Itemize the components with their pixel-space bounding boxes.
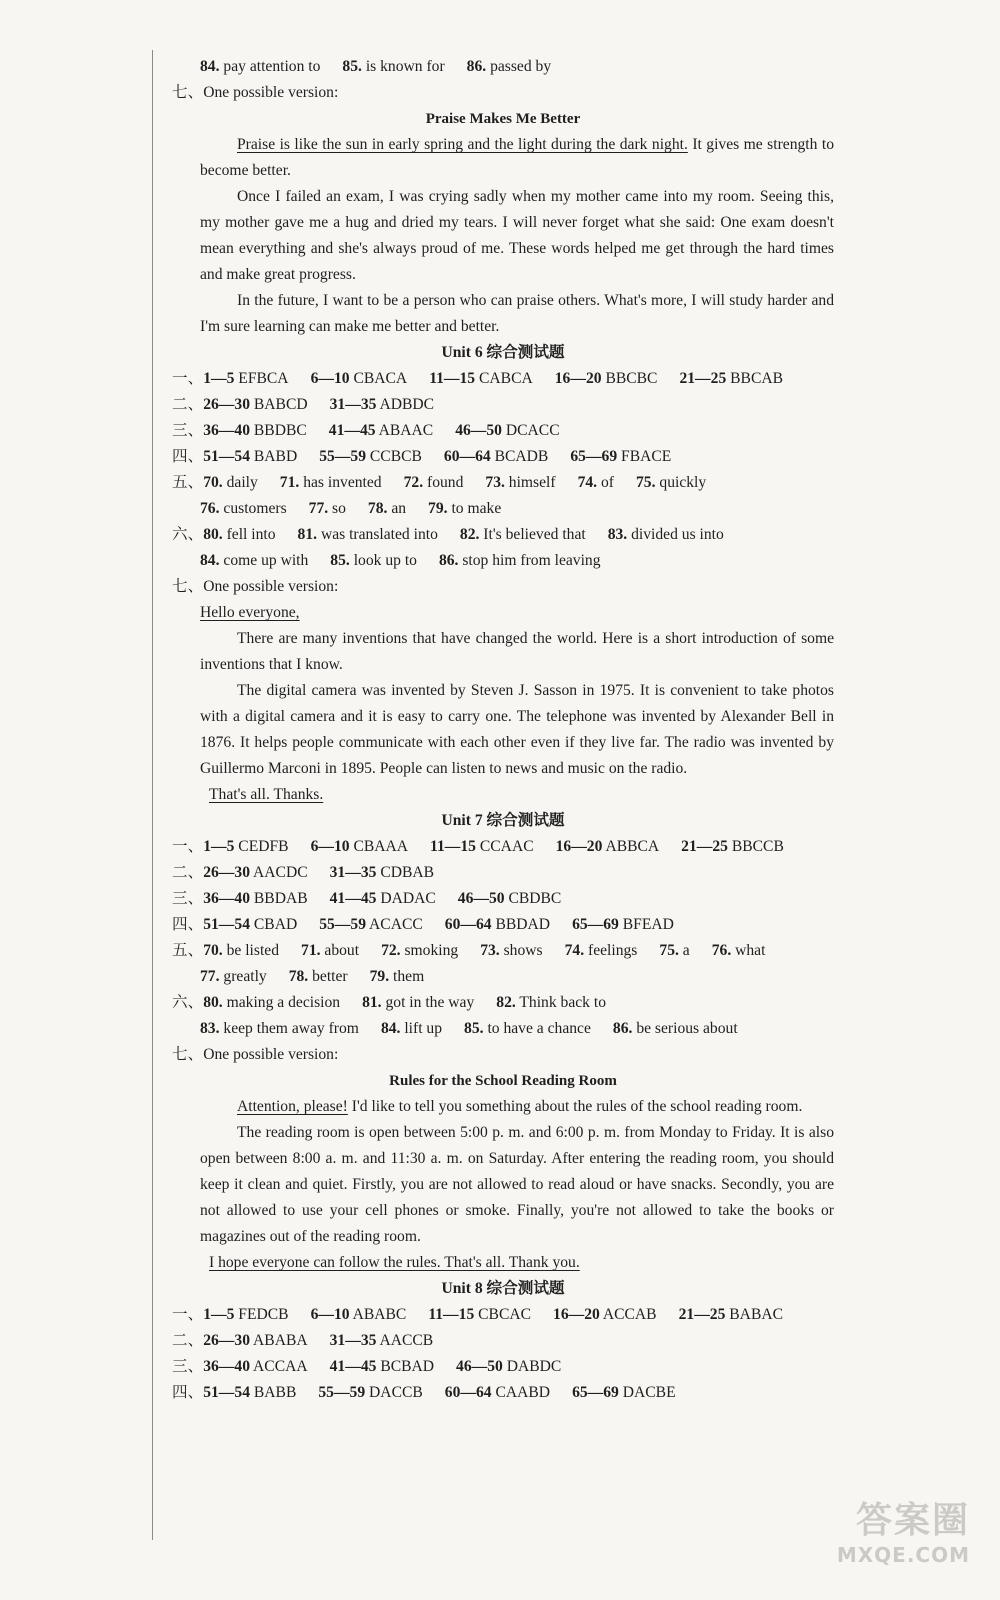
answer-text: CBAAA (353, 838, 409, 855)
answer-group (381, 1016, 442, 1042)
answer-number: 11—15 (428, 1306, 475, 1323)
essay-paragraph: The digital camera was invented by Steven J. Sasson in 1975. It is convenient to take photos with a digital camera and it is easy to carry one. The telephone was invented by Alexander Bell in 1876. It helps people communicate with each other even if they live far. The radio was invented by Guillermo Marconi in 1895. People can listen to news and music on the radio. (200, 682, 834, 777)
answer-group (458, 886, 562, 912)
answer-text: ABAAC (378, 422, 434, 439)
section-prefix: 二、 (172, 864, 204, 881)
answer-number: 16—20 (553, 1306, 600, 1323)
answer-group (578, 470, 614, 496)
answer-text: CCBCB (369, 448, 422, 465)
answer-number: 36—40 (203, 890, 250, 907)
answer-text: an (391, 500, 407, 517)
answer-group (330, 1328, 434, 1354)
answer-text: CBDBC (508, 890, 562, 907)
answer-group (485, 470, 555, 496)
answer-number: 84. (200, 58, 220, 75)
answer-text: be serious about (636, 1020, 738, 1037)
answer-group (298, 522, 438, 548)
answer-text: quickly (659, 474, 707, 491)
answer-text: DABDC (506, 1358, 562, 1375)
answer-group (679, 366, 783, 392)
answer-number: 81. (297, 526, 318, 543)
answer-row (172, 392, 834, 418)
answer-group (319, 444, 422, 470)
section-prefix: 四、 (172, 448, 204, 465)
question-7-label: 七、One possible version: (172, 578, 339, 595)
answer-group (203, 470, 258, 496)
answer-text: so (332, 500, 346, 517)
answer-group (613, 1016, 738, 1042)
answer-text: CCAAC (479, 838, 534, 855)
answer-group (311, 1302, 407, 1328)
answer-row (172, 964, 834, 990)
answer-text: divided us into (631, 526, 724, 543)
answer-group (467, 54, 551, 80)
section-prefix: 三、 (172, 1358, 204, 1375)
answer-number: 84. (200, 552, 220, 569)
answer-number: 72. (403, 474, 424, 491)
answer-number: 6—10 (310, 370, 350, 387)
answer-group (330, 548, 417, 574)
answer-row (172, 496, 834, 522)
answer-row (172, 990, 834, 1016)
answer-page (172, 54, 834, 1406)
answer-number: 36—40 (203, 1358, 250, 1375)
question-7-label: 七、One possible version: (172, 84, 339, 101)
answer-text: BABD (253, 448, 298, 465)
section-prefix: 六、 (172, 994, 204, 1011)
answer-group (570, 444, 671, 470)
answer-number: 76. (711, 942, 732, 959)
answer-number: 70. (203, 942, 223, 959)
answer-group (428, 1302, 531, 1328)
answer-text: BBDBC (253, 422, 307, 439)
answer-number: 73. (480, 942, 500, 959)
answer-number: 71. (301, 942, 321, 959)
section-prefix: 二、 (172, 1332, 204, 1349)
answer-text: to make (451, 500, 502, 517)
answer-group (203, 938, 279, 964)
unit-title: Unit 7 综合测试题 (441, 812, 565, 829)
answer-group (430, 834, 534, 860)
answer-group (445, 1380, 550, 1406)
answer-group (368, 496, 406, 522)
answer-group (460, 522, 586, 548)
answer-number: 51—54 (203, 916, 250, 933)
answer-group (456, 1354, 561, 1380)
answer-text: passed by (490, 58, 552, 75)
answer-group (679, 1302, 783, 1328)
answer-group (445, 912, 550, 938)
answer-group (200, 54, 320, 80)
section-prefix: 五、 (172, 474, 204, 491)
answer-number: 85. (464, 1020, 484, 1037)
answer-text: them (393, 968, 425, 985)
answer-number: 71. (279, 474, 300, 491)
answer-group (203, 886, 307, 912)
answer-number: 73. (485, 474, 505, 491)
answer-group (572, 912, 674, 938)
answer-text: stop him from leaving (462, 552, 601, 569)
answer-text: AACDC (253, 864, 308, 881)
answer-number: 84. (380, 1020, 401, 1037)
section-prefix: 三、 (172, 422, 204, 439)
answer-number: 21—25 (678, 1306, 726, 1323)
answer-group (203, 1302, 288, 1328)
answer-number: 77. (200, 968, 220, 985)
answer-text: CEDFB (238, 838, 289, 855)
answer-group (203, 834, 288, 860)
page-margin-rule (152, 50, 153, 1540)
letter-greeting: Hello everyone, (200, 604, 300, 621)
answer-row (172, 1354, 834, 1380)
answer-number: 75. (635, 474, 656, 491)
answer-group (362, 990, 474, 1016)
answer-number: 65—69 (570, 448, 618, 465)
answer-text: a (682, 942, 690, 959)
answer-text: BABCD (253, 396, 308, 413)
answer-number: 74. (564, 942, 585, 959)
essay-paragraph: The reading room is open between 5:00 p. m. and 6:00 p. m. from Monday to Friday. It is also open between 8:00 a. m. and 11:30 a. m. on Saturday. After entering the reading room, you should keep it clean and quiet. Firstly, you are not allowed to read aloud or have snacks. Secondly, you are not allowed to use your cell phones or smoke. Finally, you're not allowed to take the books or magazines out of the reading room. (200, 1124, 834, 1245)
answer-number: 11—15 (430, 838, 476, 855)
letter-closing: That's all. Thanks. (209, 786, 324, 803)
site-watermark (795, 1492, 970, 1572)
answer-number: 79. (369, 968, 390, 985)
answer-group (404, 470, 464, 496)
section-prefix: 五、 (172, 942, 204, 959)
answer-text: better (312, 968, 348, 985)
essay-closing: I hope everyone can follow the rules. That's all. Thank you. (209, 1254, 580, 1271)
answer-text: of (600, 474, 614, 491)
answer-number: 21—25 (681, 838, 728, 855)
answer-number: 75. (659, 942, 679, 959)
answer-group (636, 470, 706, 496)
answer-text: BBDAB (253, 890, 308, 907)
answer-group (309, 496, 346, 522)
answer-group (203, 444, 297, 470)
answer-number: 74. (577, 474, 598, 491)
answer-text: BBCBC (605, 370, 658, 387)
answer-number: 41—45 (329, 1358, 377, 1375)
answer-number: 85. (330, 552, 350, 569)
section-prefix: 四、 (172, 1384, 204, 1401)
answer-text: BFEAD (622, 916, 674, 933)
essay-paragraph: Attention, please! I'd like to tell you something about the rules of the school reading room. (237, 1098, 803, 1115)
answer-text: FEDCB (238, 1306, 289, 1323)
unit-title: Unit 6 综合测试题 (441, 344, 565, 361)
answer-text: FBACE (621, 448, 672, 465)
answer-text: AACCB (379, 1332, 434, 1349)
answer-number: 72. (381, 942, 401, 959)
answer-text: It's believed that (483, 526, 586, 543)
answer-group (572, 1380, 676, 1406)
answer-number: 70. (203, 474, 223, 491)
answer-text: got in the way (385, 994, 475, 1011)
answer-number: 11—15 (429, 370, 476, 387)
section-prefix: 一、 (172, 370, 204, 387)
answer-text: keep them away from (223, 1020, 359, 1037)
answer-group (203, 912, 297, 938)
answer-number: 81. (362, 994, 382, 1011)
answer-number: 41—45 (328, 422, 376, 439)
answer-number: 26—30 (203, 864, 250, 881)
answer-number: 6—10 (310, 838, 350, 855)
answer-text: has invented (303, 474, 382, 491)
watermark-logo-text: 答案圈 (855, 1500, 970, 1541)
answer-group (553, 1302, 657, 1328)
answer-group (455, 418, 559, 444)
answer-text: ACCAA (253, 1358, 308, 1375)
answer-number: 86. (438, 552, 459, 569)
answer-text: was translated into (320, 526, 438, 543)
answer-number: 60—64 (443, 448, 491, 465)
answer-group (318, 1380, 422, 1406)
answer-text: look up to (353, 552, 417, 569)
answer-number: 86. (466, 58, 487, 75)
answer-group (311, 366, 408, 392)
answer-group (555, 366, 658, 392)
answer-group (203, 522, 275, 548)
answer-group (200, 1016, 359, 1042)
section-prefix: 一、 (172, 1306, 204, 1323)
answer-text: daily (226, 474, 258, 491)
answer-row (172, 834, 834, 860)
essay-paragraph: In the future, I want to be a person who can praise others. What's more, I will study harder and I'm sure learning can make me better and better. (200, 292, 834, 335)
answer-number: 83. (607, 526, 628, 543)
answer-text: be listed (226, 942, 280, 959)
answer-number: 86. (612, 1020, 633, 1037)
answer-text: BABB (253, 1384, 297, 1401)
answer-text: BCBAD (380, 1358, 435, 1375)
answer-group (301, 938, 359, 964)
answer-number: 65—69 (572, 1384, 619, 1401)
answer-number: 46—50 (456, 1358, 503, 1375)
section-prefix: 一、 (172, 838, 204, 855)
answer-group (289, 964, 348, 990)
watermark-url: MXQE.COM (836, 1543, 970, 1567)
answer-number: 31—35 (329, 1332, 377, 1349)
answer-group (203, 366, 288, 392)
answer-group (681, 834, 784, 860)
answer-text: ABBCA (605, 838, 660, 855)
answer-group (330, 392, 434, 418)
answer-text: ABABC (352, 1306, 407, 1323)
answer-group (203, 418, 307, 444)
answer-group (444, 444, 548, 470)
answer-row (172, 548, 834, 574)
answer-group (319, 912, 423, 938)
answer-number: 26—30 (203, 396, 250, 413)
answer-number: 21—25 (679, 370, 727, 387)
answer-group (280, 470, 382, 496)
answer-text: making a decision (226, 994, 341, 1011)
question-7-label: 七、One possible version: (172, 1046, 339, 1063)
answer-text: CAABD (495, 1384, 551, 1401)
answer-text: DACBE (622, 1384, 676, 1401)
answer-number: 83. (200, 1020, 220, 1037)
answer-group (200, 964, 267, 990)
answer-group (311, 834, 408, 860)
answer-text: customers (223, 500, 287, 517)
answer-text: EFBCA (238, 370, 289, 387)
answer-number: 60—64 (444, 1384, 492, 1401)
answer-number: 16—20 (555, 838, 603, 855)
answer-row (172, 938, 834, 964)
answer-text: CBCAC (478, 1306, 532, 1323)
answer-text: BABAC (729, 1306, 784, 1323)
answer-text: pay attention to (223, 58, 321, 75)
answer-group (565, 938, 638, 964)
answer-number: 77. (308, 500, 329, 517)
answer-text: ACCAB (602, 1306, 657, 1323)
answer-text: CDBAB (380, 864, 435, 881)
answer-group (480, 938, 542, 964)
answer-number: 1—5 (203, 838, 235, 855)
answer-group (381, 938, 458, 964)
answer-row (172, 366, 834, 392)
answer-number: 16—20 (554, 370, 602, 387)
essay-title: Praise Makes Me Better (425, 111, 581, 127)
answer-group (203, 392, 307, 418)
answer-group (203, 1380, 296, 1406)
answer-row (172, 886, 834, 912)
answer-group (370, 964, 425, 990)
answer-group (203, 860, 307, 886)
answer-row (172, 444, 834, 470)
answer-number: 55—59 (318, 1384, 366, 1401)
answer-number: 46—50 (455, 422, 502, 439)
answer-number: 55—59 (319, 916, 366, 933)
section-prefix: 六、 (172, 526, 204, 543)
essay-paragraph: Once I failed an exam, I was crying sadly when my mother came into my room. Seeing this, my mother gave me a hug and dried my tears. I will never forget what she said: One exam doesn't mean everything and she's always proud of me. These words helped me get through the hard times and make great progress. (200, 188, 834, 283)
answer-text: Think back to (519, 994, 607, 1011)
answer-text: feelings (588, 942, 638, 959)
answer-row (172, 912, 834, 938)
answer-row (172, 418, 834, 444)
answer-group (608, 522, 724, 548)
answer-number: 51—54 (203, 1384, 250, 1401)
answer-number: 78. (367, 500, 388, 517)
answer-group (203, 990, 340, 1016)
answer-text: BBCCB (731, 838, 784, 855)
answer-number: 51—54 (203, 448, 250, 465)
section-prefix: 三、 (172, 890, 204, 907)
answer-group (428, 496, 501, 522)
answer-number: 26—30 (203, 1332, 250, 1349)
answer-group (556, 834, 660, 860)
answer-number: 76. (200, 500, 220, 517)
answer-text: about (324, 942, 360, 959)
answer-text: BCADB (494, 448, 549, 465)
answer-number: 41—45 (329, 890, 377, 907)
answer-number: 60—64 (444, 916, 492, 933)
answer-row (172, 470, 834, 496)
answer-text: BBCAB (730, 370, 784, 387)
answer-number: 36—40 (203, 422, 250, 439)
answer-number: 82. (496, 994, 516, 1011)
answer-text: shows (503, 942, 543, 959)
answer-row (172, 1328, 834, 1354)
answer-text: CABCA (479, 370, 533, 387)
answer-group (439, 548, 601, 574)
answer-row (172, 522, 834, 548)
answer-number: 82. (459, 526, 480, 543)
answer-number: 1—5 (203, 370, 235, 387)
unit-title: Unit 8 综合测试题 (441, 1280, 565, 1297)
answer-number: 46—50 (457, 890, 505, 907)
answer-group (200, 496, 287, 522)
answer-text: ACACC (369, 916, 423, 933)
answer-group (329, 418, 433, 444)
answer-text: DADAC (380, 890, 436, 907)
answer-group (203, 1328, 307, 1354)
answer-group (203, 1354, 307, 1380)
answer-text: CBAD (253, 916, 298, 933)
answer-group (200, 548, 308, 574)
answer-text: CBACA (353, 370, 408, 387)
answer-group (659, 938, 689, 964)
answer-number: 65—69 (572, 916, 619, 933)
answer-group (429, 366, 533, 392)
answer-text: is known for (365, 58, 445, 75)
section-prefix: 二、 (172, 396, 204, 413)
answer-text: smoking (404, 942, 459, 959)
answer-text: to have a chance (487, 1020, 591, 1037)
answer-text: DACCB (369, 1384, 423, 1401)
answer-number: 1—5 (203, 1306, 235, 1323)
answer-number: 6—10 (310, 1306, 350, 1323)
answer-number: 78. (288, 968, 309, 985)
answer-text: BBDAD (495, 916, 551, 933)
answer-group (464, 1016, 591, 1042)
answer-text: found (427, 474, 464, 491)
answer-text: fell into (226, 526, 276, 543)
answer-group (330, 1354, 434, 1380)
answer-number: 80. (203, 526, 223, 543)
essay-title: Rules for the School Reading Room (389, 1073, 617, 1089)
answer-row (172, 1380, 834, 1406)
essay-paragraph: There are many inventions that have changed the world. Here is a short introduction of some inventions that I know. (200, 630, 834, 673)
answer-group (330, 886, 436, 912)
answer-text: himself (508, 474, 556, 491)
answer-number: 80. (203, 994, 223, 1011)
answer-number: 31—35 (329, 396, 377, 413)
answer-text: ABABA (253, 1332, 308, 1349)
answer-text: ADBDC (379, 396, 435, 413)
answer-text: what (735, 942, 766, 959)
answer-row (172, 1302, 834, 1328)
essay-paragraph: Praise is like the sun in early spring and the light during the dark night. It gives me strength to become better. (200, 136, 834, 179)
answer-number: 79. (428, 500, 448, 517)
answer-number: 31—35 (329, 864, 377, 881)
answer-text: DCACC (505, 422, 560, 439)
answer-text: come up with (223, 552, 309, 569)
answer-group (712, 938, 766, 964)
answer-group (342, 54, 444, 80)
answer-row (172, 1016, 834, 1042)
answer-group (330, 860, 434, 886)
section-prefix: 四、 (172, 916, 204, 933)
answer-text: lift up (404, 1020, 443, 1037)
answer-text: greatly (223, 968, 267, 985)
answer-group (496, 990, 606, 1016)
answer-number: 55—59 (319, 448, 366, 465)
answer-row (172, 860, 834, 886)
answer-row (172, 54, 834, 80)
answer-number: 85. (342, 58, 362, 75)
